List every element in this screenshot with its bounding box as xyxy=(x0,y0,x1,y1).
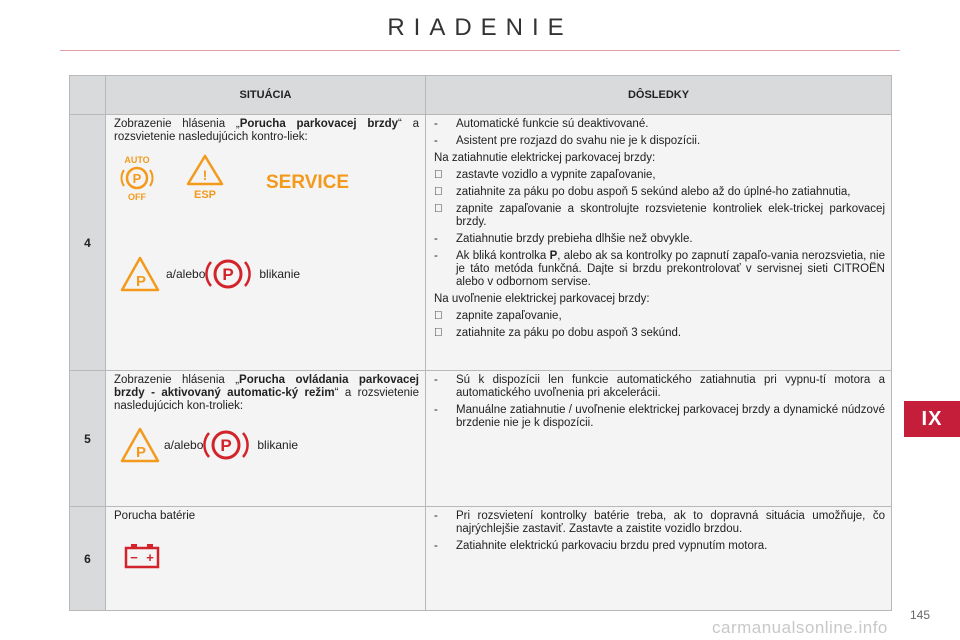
consequence-heading: Na uvoľnenie elektrickej parkovacej brzdy: xyxy=(434,293,650,305)
consequence-heading: Na zatiahnutie elektrickej parkovacej brzdy: xyxy=(434,152,656,164)
bullet-marker xyxy=(434,327,456,340)
table-row xyxy=(70,115,892,371)
bullet-marker xyxy=(434,186,456,199)
situation-text: Zobrazenie hlásenia „Porucha ovládania parkovacej brzdy - aktivovaný automatic-ký režim“ a rozsvietenie nasledujúcich kon-troliek: xyxy=(114,374,420,412)
parking-brake-lights-line xyxy=(120,427,419,463)
consequence-item xyxy=(434,310,885,323)
consequence-item xyxy=(434,404,885,430)
dash-marker: - xyxy=(434,250,438,262)
consequence-text: Zatiahnutie brzdy prebieha dlhšie než obvykle. xyxy=(456,233,693,245)
consequence-item xyxy=(434,327,885,340)
text-part: , alebo ak sa kontrolky po zapnutí zapaľo-vania nerozsvietia, nie je táto metóda funkčná. Dajte si brzdu prekontrolovať v servisnej sieti CITROËN alebo v odbornom servise. xyxy=(456,250,885,288)
dash-marker: - xyxy=(434,510,438,522)
svg-text:P: P xyxy=(220,436,233,455)
warning-lights-row xyxy=(120,154,370,206)
consequences-cell xyxy=(426,371,892,507)
parking-brake-red-icon xyxy=(203,427,249,463)
consequence-item xyxy=(434,233,885,246)
consequence-text: Pri rozsvietení kontrolky batérie treba, ak to dopravná situácia umožňuje, čo najrýchlejšie zastaviť. Zastavte a zaistite vozidlo brzdou. xyxy=(456,510,885,535)
dash-marker: - xyxy=(434,135,438,147)
consequence-text: Sú k dispozícii len funkcie automatického zatiahnutia pri vypnu-tí motora a automatického uvoľnenia pri akcelerácii. xyxy=(456,374,885,399)
consequence-text: zastavte vozidlo a vypnite zapaľovanie, xyxy=(456,169,656,181)
and-or-text: a/alebo xyxy=(164,437,204,452)
auto-parking-brake-off-icon xyxy=(121,155,152,202)
svg-text:P: P xyxy=(222,265,235,284)
bullet-marker xyxy=(434,310,456,323)
text-part: Ak bliká kontrolka xyxy=(456,250,550,262)
consequence-text xyxy=(456,250,885,289)
consequences-list-4 xyxy=(434,118,885,340)
consequence-item xyxy=(434,540,885,553)
faults-table xyxy=(69,75,892,611)
dash-marker: - xyxy=(434,374,438,386)
consequence-text: zatiahnite za páku po dobu aspoň 3 sekúnd. xyxy=(456,327,682,339)
esp-warning-icon xyxy=(188,156,222,201)
svg-text:P: P xyxy=(135,444,147,461)
service-warning-icon: SERVICE xyxy=(266,172,350,193)
dash-marker: - xyxy=(434,404,438,416)
table-row xyxy=(70,371,892,507)
consequence-text: Zatiahnite elektrickú parkovaciu brzdu pred vypnutím motora. xyxy=(456,540,768,552)
consequences-list-5 xyxy=(434,374,885,430)
situation-cell xyxy=(106,371,426,507)
dash-marker: - xyxy=(434,540,438,552)
dash-marker: - xyxy=(434,118,438,130)
row-number: 4 xyxy=(70,115,106,371)
situation-text: Zobrazenie hlásenia „Porucha parkovacej brzdy“ a rozsvietenie nasledujúcich kontro-liek: xyxy=(114,118,419,143)
row-number: 5 xyxy=(70,371,106,507)
consequence-text: zatiahnite za páku po dobu aspoň 5 sekúnd alebo až do úplné-ho zatiahnutia, xyxy=(456,186,851,198)
parking-brake-lights-line xyxy=(120,256,300,292)
consequence-text: Manuálne zatiahnutie / uvoľnenie elektrickej parkovacej brzdy a dynamické núdzové brzdenie nie je k dispozícii. xyxy=(456,404,885,429)
table-row xyxy=(70,507,892,611)
svg-text:P: P xyxy=(135,273,147,290)
page-number: 145 xyxy=(910,608,931,622)
situation-cell xyxy=(106,115,426,371)
consequence-text: zapnite zapaľovanie, xyxy=(456,310,562,322)
consequence-item xyxy=(434,169,885,182)
svg-text:AUTO: AUTO xyxy=(124,155,150,165)
consequence-text: Automatické funkcie sú deaktivované. xyxy=(456,118,649,130)
svg-text:OFF: OFF xyxy=(128,192,146,202)
parking-brake-warning-icon xyxy=(120,256,160,292)
indicator-letter: P xyxy=(549,250,558,262)
chapter-tab[interactable]: IX xyxy=(904,401,960,437)
battery-warning-icon xyxy=(124,543,160,569)
consequences-cell xyxy=(426,507,892,611)
header-consequences: DÔSLEDKY xyxy=(426,76,892,115)
consequence-text: Asistent pre rozjazd do svahu nie je k dispozícii. xyxy=(456,135,701,147)
situation-cell xyxy=(106,507,426,611)
title-divider xyxy=(60,50,900,51)
svg-text:P: P xyxy=(132,171,142,186)
watermark: carmanualsonline.info xyxy=(712,618,888,637)
and-or-text: a/alebo xyxy=(166,266,206,281)
consequence-item xyxy=(434,135,885,148)
svg-text:+: + xyxy=(146,550,154,565)
bullet-marker xyxy=(434,169,456,182)
svg-text:!: ! xyxy=(202,167,208,183)
consequence-item xyxy=(434,510,885,536)
blinking-text: blikanie xyxy=(259,266,301,281)
consequence-item xyxy=(434,186,885,199)
header-situation: SITUÁCIA xyxy=(106,76,426,115)
table-header-row xyxy=(70,76,892,115)
consequence-item xyxy=(434,203,885,229)
blinking-text: blikanie xyxy=(257,437,299,452)
svg-text:ESP: ESP xyxy=(193,189,217,201)
svg-text:−: − xyxy=(130,550,138,565)
consequence-item xyxy=(434,118,885,131)
page-title: RIADENIE xyxy=(387,14,573,41)
consequence-item xyxy=(434,374,885,400)
consequence-text: zapnite zapaľovanie a skontrolujte rozsvietenie kontroliek elek-trickej parkovacej brzdy. xyxy=(456,203,885,228)
bullet-marker xyxy=(434,203,456,229)
consequence-item xyxy=(434,250,885,289)
parking-brake-red-icon xyxy=(205,256,251,292)
row-number: 6 xyxy=(70,507,106,611)
dash-marker: - xyxy=(434,233,438,245)
header-num-cell xyxy=(70,76,106,115)
situation-text: Porucha batérie xyxy=(114,510,196,522)
consequences-list-6 xyxy=(434,510,885,553)
consequences-cell xyxy=(426,115,892,371)
parking-brake-warning-icon xyxy=(120,427,160,463)
